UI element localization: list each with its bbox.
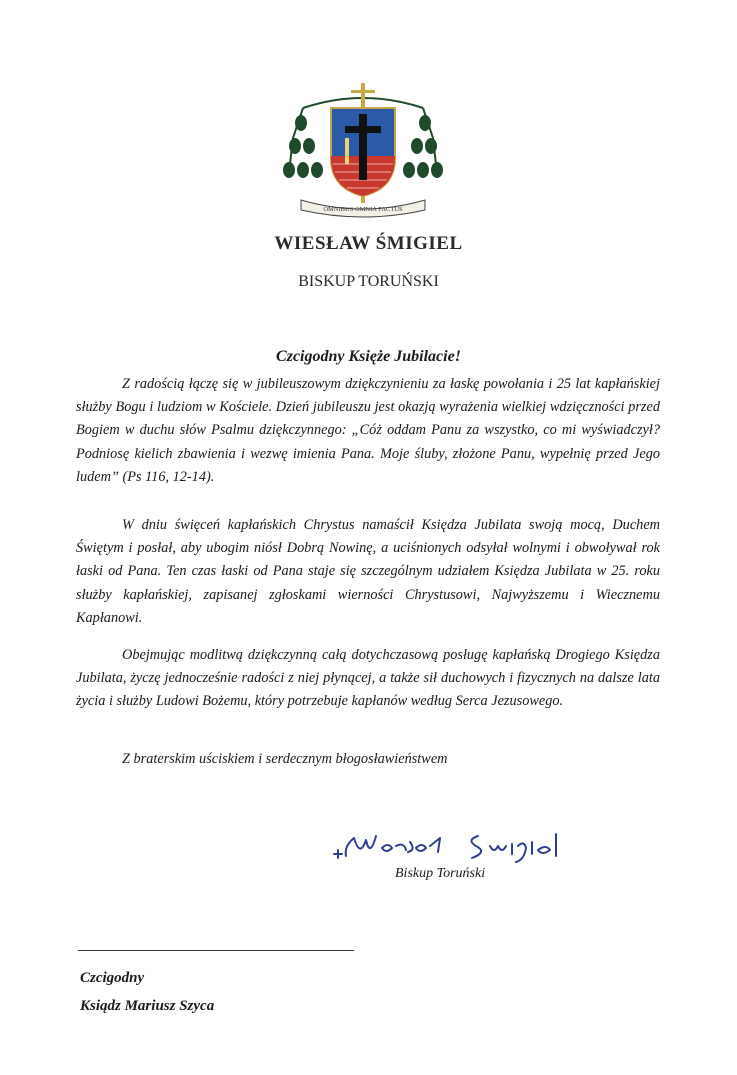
addressee-line-1: Czcigodny — [80, 970, 145, 986]
addressee-divider — [78, 950, 354, 951]
motto-text: OMNIBUS OMNIA FACTUS — [323, 206, 403, 213]
paragraph-1: Z radością łączę się w jubileuszowym dziękczynieniu za łaskę powołania i 25 lat kapłańskiej służby Bogu i ludziom w Kościele. Dzień jubileuszu jest okazją wyrażenia wielkiej wdzięczności przed Bogiem w duchu słów Psalmu dziękczynnego: „Cóż oddam Panu za wszystko, co mi wyświadczył? Podniosę kielich zbawienia i wezwę imienia Pana. Moje śluby, złożone Panu, wypełnię przed Jego ludem” (Ps 116, 12-14). — [76, 376, 660, 485]
handwritten-signature — [330, 818, 570, 873]
signature-role: Biskup Toruński — [395, 866, 486, 881]
salutation: Czcigodny Księże Jubilacie! — [276, 348, 461, 365]
paragraph-2: W dniu święceń kapłańskich Chrystus namaścił Księdza Jubilata swoją mocą, Duchem Świętym i posłał, aby ubogim niósł Dobrą Nowinę, a uciśnionych odsyłał wolnymi i obwoływał rok łaski od Pana. Ten czas łaski od Pana staje się szczególnym udziałem Księdza Jubilata w 25. roku służby kapłańskiej, zapisanej zgłoskami wierności Chrystusowi, Najwyższemu i Wiecznemu Kapłanowi. — [76, 517, 660, 626]
coat-of-arms-icon — [283, 78, 443, 218]
closing-line: Z braterskim uściskiem i serdecznym błogosławieństwem — [122, 751, 448, 767]
addressee-line-2: Ksiądz Mariusz Szyca — [80, 998, 215, 1014]
author-name: WIESŁAW ŚMIGIEL — [274, 233, 463, 254]
author-title: BISKUP TORUŃSKI — [298, 273, 439, 290]
paragraph-3: Obejmując modlitwą dziękczynną całą dotychczasową posługę kapłańską Drogiego Księdza Jubilata, życzę jednocześnie radości z niej płynącej, a także sił duchowych i fizycznych na dalsze lata życia i służby Ludowi Bożemu, który potrzebuje kapłanów według Serca Jezusowego. — [76, 647, 660, 710]
